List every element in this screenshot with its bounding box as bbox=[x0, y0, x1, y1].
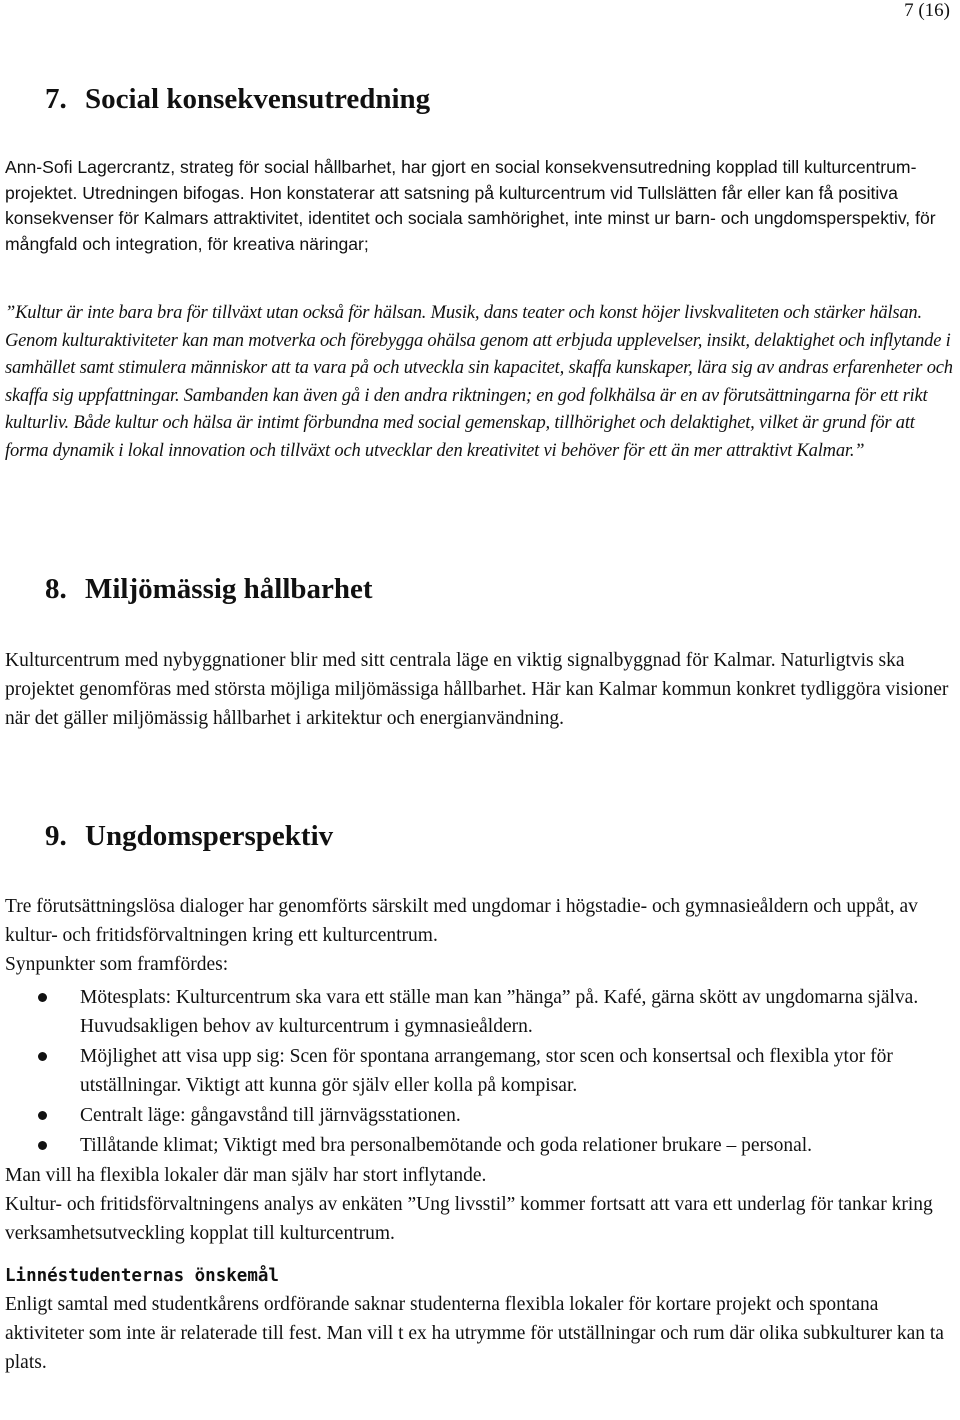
bullet-icon bbox=[38, 1052, 47, 1061]
bullet-icon bbox=[38, 1111, 47, 1120]
section-9-paragraph: Enligt samtal med studentkårens ordförande saknar studenterna flexibla lokaler för kortare projekt och spontana aktiviteter som inte är relaterade till fest. Man vill t ex ha utrymme för utställningar och rum där olika subkulturer kan ta plats. bbox=[5, 1294, 944, 1373]
bullet-icon bbox=[38, 1141, 47, 1150]
list-item: Tillåtande klimat; Viktigt med bra personalbemötande och goda relationer brukare – personal. bbox=[5, 1131, 953, 1160]
section-8-heading bbox=[45, 572, 373, 607]
section-title: Ungdomsperspektiv bbox=[85, 820, 334, 852]
section-number: 8. bbox=[45, 573, 67, 605]
section-9-body bbox=[5, 892, 953, 1377]
section-title: Social konsekvensutredning bbox=[85, 83, 431, 115]
section-title: Miljömässig hållbarhet bbox=[85, 573, 373, 605]
section-7-heading bbox=[45, 82, 430, 117]
list-item: Möjlighet att visa upp sig: Scen för spontana arrangemang, stor scen och konsertsal och flexibla ytor för utställningar. Viktigt att kunna gör själv eller kolla på kompisar. bbox=[5, 1042, 953, 1100]
section-number: 7. bbox=[45, 83, 67, 115]
bullet-icon bbox=[38, 993, 47, 1002]
page-number: 7 (16) bbox=[904, 0, 950, 21]
subheading: Linnéstudenternas önskemål bbox=[5, 1266, 279, 1286]
section-7-paragraph: Ann-Sofi Lagercrantz, strateg för social hållbarhet, har gjort en social konsekvensutredning kopplad till kulturcentrum-projektet. Utredningen bifogas. Hon konstaterar att satsning på kulturcentrum vid Tullslätten får eller kan få positiva konsekvenser för Kalmars attraktivitet, identitet och sociala samhörighet, inte minst ur barn- och ungdomsperspektiv, för mångfald och integration, för kreativa näringar; bbox=[5, 157, 936, 254]
list-item: Centralt läge: gångavstånd till järnvägsstationen. bbox=[5, 1101, 953, 1130]
section-9-intro: Synpunkter som framfördes: bbox=[5, 954, 229, 975]
section-number: 9. bbox=[45, 820, 67, 852]
viewpoints-list bbox=[5, 983, 953, 1160]
section-9-paragraph: Kultur- och fritidsförvaltningens analys av enkäten ”Ung livsstil” kommer fortsatt att vara ett underlag för tankar kring verksamhetsutveckling kopplat till kulturcentrum. bbox=[5, 1194, 933, 1244]
list-item: Mötesplats: Kulturcentrum ska vara ett ställe man kan ”hänga” på. Kafé, gärna skött av ungdomarna själva. Huvudsakligen behov av kulturcentrum i gymnasieåldern. bbox=[5, 983, 953, 1041]
section-9-paragraph: Man vill ha flexibla lokaler där man själv har stort inflytande. bbox=[5, 1165, 487, 1186]
section-7-quote: ”Kultur är inte bara bra för tillväxt utan också för hälsan. Musik, dans teater och konst höjer livskvaliteten och stärker hälsan. Genom kulturaktiviteter kan man motverka och förebygga ohälsa genom att erbjuda upplevelser, insikt, delaktighet och inflytande i samhället samt stimulera människor att ta vara på och utveckla sin kapacitet, skaffa kunskaper, lära sig av andras erfarenheter och skaffa sig uppfattningar. Sambanden kan även gå i den andra riktningen; en god folkhälsa är en av förutsättningarna för ett rikt kulturliv. Både kultur och hälsa är intimt förbundna med social gemenskap, tillhörighet och delaktighet, vilket är grund för att forma dynamik i lokal innovation och tillväxt och utvecklar den kreativitet vi behöver för ett än mer attraktivt Kalmar.” bbox=[5, 303, 953, 461]
section-9-paragraph: Tre förutsättningslösa dialoger har genomförts särskilt med ungdomar i högstadie- och gymnasieåldern och uppåt, av kultur- och fritidsförvaltningen kring ett kulturcentrum. bbox=[5, 896, 918, 946]
section-8-paragraph: Kulturcentrum med nybyggnationer blir med sitt centrala läge en viktig signalbyggnad för Kalmar. Naturligtvis ska projektet genomföras med största möjliga miljömässiga hållbarhet. Här kan Kalmar kommun konkret tydliggöra visioner när det gäller miljömässig hållbarhet i arkitektur och energianvändning. bbox=[5, 650, 949, 729]
section-9-heading bbox=[45, 819, 333, 854]
